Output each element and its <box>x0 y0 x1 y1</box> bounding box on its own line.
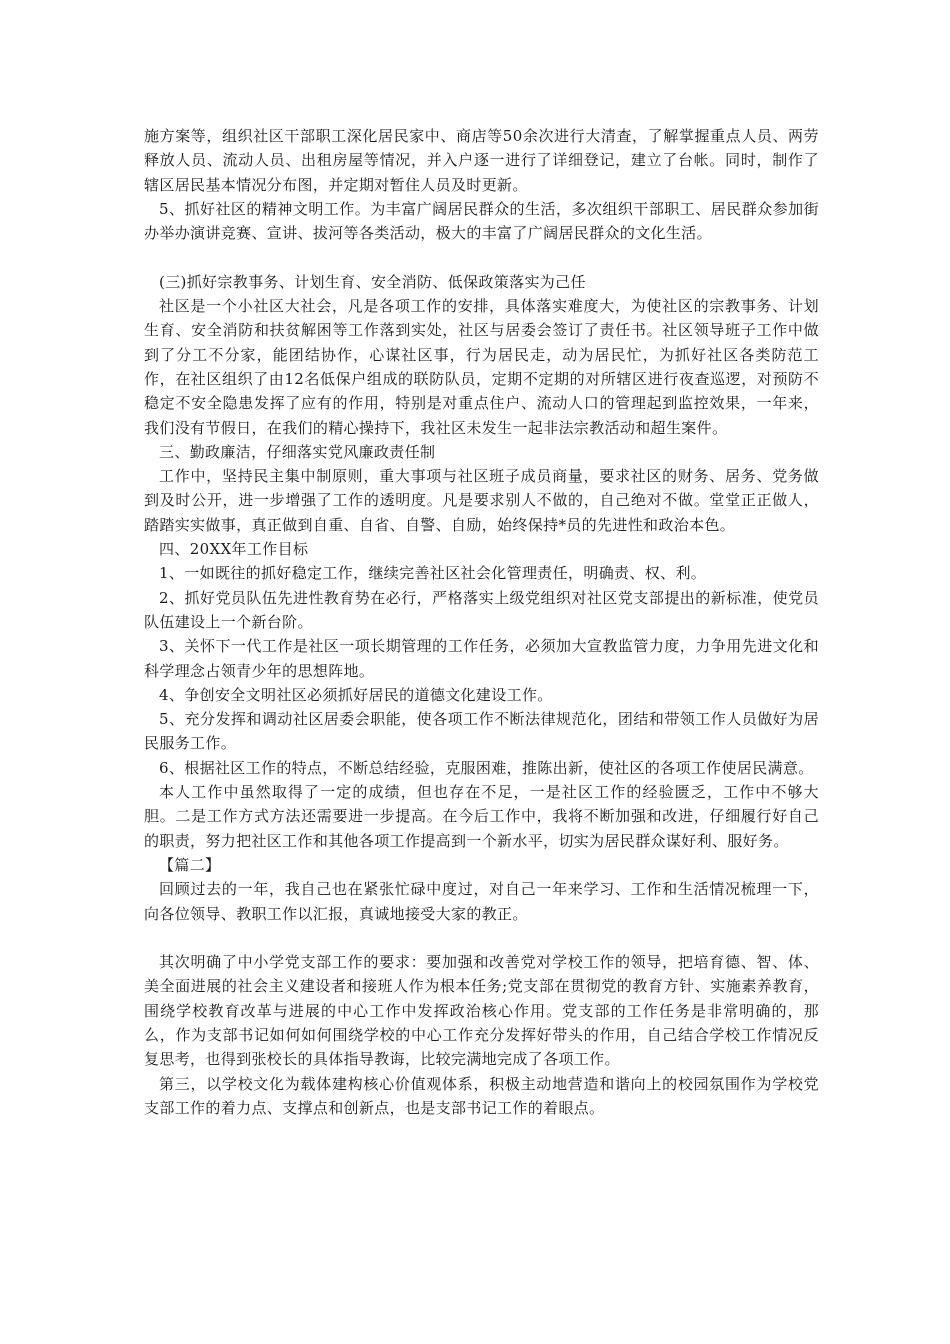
part-heading: 【篇二】 <box>159 855 221 874</box>
paragraph: 其次明确了中小学党支部工作的要求：要加强和改善党对学校工作的领导，把培育德、智、体、美全面进展的社会主义建设者和接班人作为根本任务;党支部在贯彻党的教育方针、实施素养教育，围绕学校教育改革与进展的中心工作中发挥政治核心作用。党支部的工作任务是非常明确的，那么，作为支部书记如何如何围绕学校的中心工作充分发挥好带头的作用，自己结合学校工作情况反复思考，也得到张校长的具体指导教诲，比较完满地完成了各项工作。 <box>144 953 819 1069</box>
paragraph: 工作中，坚持民主集中制原则，重大事项与社区班子成员商量，要求社区的财务、居务、党务做到及时公开，进一步增强了工作的透明度。凡是要求别人不做的，自己绝对不做。堂堂正正做人，踏踏实实做事，真正做到自重、自省、自警、自励，始终保持*员的先进性和政治本色。 <box>144 467 819 534</box>
section-heading: 三、勤政廉洁，仔细落实党风廉政责任制 <box>159 442 436 461</box>
paragraph: 5、抓好社区的精神文明工作。为丰富广阔居民群众的生活，多次组织干部职工、居民群众参加街办举办演讲竞赛、宣讲、拔河等各类活动，极大的丰富了广阔居民群众的文化生活。 <box>144 199 819 243</box>
list-item: 5、充分发挥和调动社区居委会职能，使各项工作不断法律规范化，团结和带领工作人员做好为居民服务工作。 <box>144 710 819 753</box>
section-heading: (三)抓好宗教事务、计划生育、安全消防、低保政策落实为己任 <box>159 272 586 291</box>
list-item: 4、争创安全文明社区必须抓好居民的道德文化建设工作。 <box>159 685 553 704</box>
paragraph: 施方案等，组织社区干部职工深化居民家中、商店等50余次进行大清查，了解掌握重点人员、两劳释放人员、流动人员、出租房屋等情况，并入户逐一进行了详细登记，建立了台帐。同时，制作了辖区居民基本情况分布图，并定期对暂住人员及时更新。 <box>144 127 819 194</box>
blank-line <box>144 245 819 269</box>
list-item: 2、抓好党员队伍先进性教育势在必行，严格落实上级党组织对社区党支部提出的新标准，使党员队伍建设上一个新台阶。 <box>144 588 819 631</box>
paragraph: 本人工作中虽然取得了一定的成绩，但也存在不足，一是社区工作的经验匮乏，工作中不够大胆。二是工作方式方法还需要进一步提高。在今后工作中，我将不断加强和改进，仔细履行好自己的职责，努力把社区工作和其他各项工作提高到一个新水平，切实为居民群众谋好利、服好务。 <box>144 783 819 850</box>
blank-line <box>144 926 819 950</box>
list-item: 6、根据社区工作的特点，不断总结经验，克服困难，推陈出新，使社区的各项工作使居民满意。 <box>159 758 814 777</box>
document-body <box>144 124 819 1120</box>
paragraph: 社区是一个小社区大社会，凡是各项工作的安排，具体落实难度大，为使社区的宗教事务、计划生育、安全消防和扶贫解困等工作落到实处，社区与居委会签订了责任书。社区领导班子工作中做到了分工不分家，能团结协作，心谋社区事，行为居民走，动为居民忙，为抓好社区各类防范工作，在社区组织了由12名低保户组成的联防队员，定期不定期的对所辖区进行夜查巡逻，对预防不稳定不安全隐患发挥了应有的作用，特别是对重点住户、流动人口的管理起到监控效果，一年来，我们没有节假日，在我们的精心操持下，我社区未发生一起非法宗教活动和超生案件。 <box>144 297 819 437</box>
list-item: 1、一如既往的抓好稳定工作，继续完善社区社会化管理责任，明确责、权、利。 <box>159 564 707 583</box>
section-heading: 四、20XX年工作目标 <box>159 540 309 559</box>
paragraph: 第三，以学校文化为载体建构核心价值观体系，积极主动地营造和谐向上的校园氛围作为学校党支部工作的着力点、支撑点和创新点，也是支部书记工作的着眼点。 <box>144 1074 819 1117</box>
paragraph: 回顾过去的一年，我自己也在紧张忙碌中度过，对自己一年来学习、工作和生活情况梳理一下，向各位领导、教职工作以汇报，真诚地接受大家的教正。 <box>144 880 819 923</box>
list-item: 3、关怀下一代工作是社区一项长期管理的工作任务，必须加大宣教监管力度，力争用先进文化和科学理念占领青少年的思想阵地。 <box>144 637 819 680</box>
